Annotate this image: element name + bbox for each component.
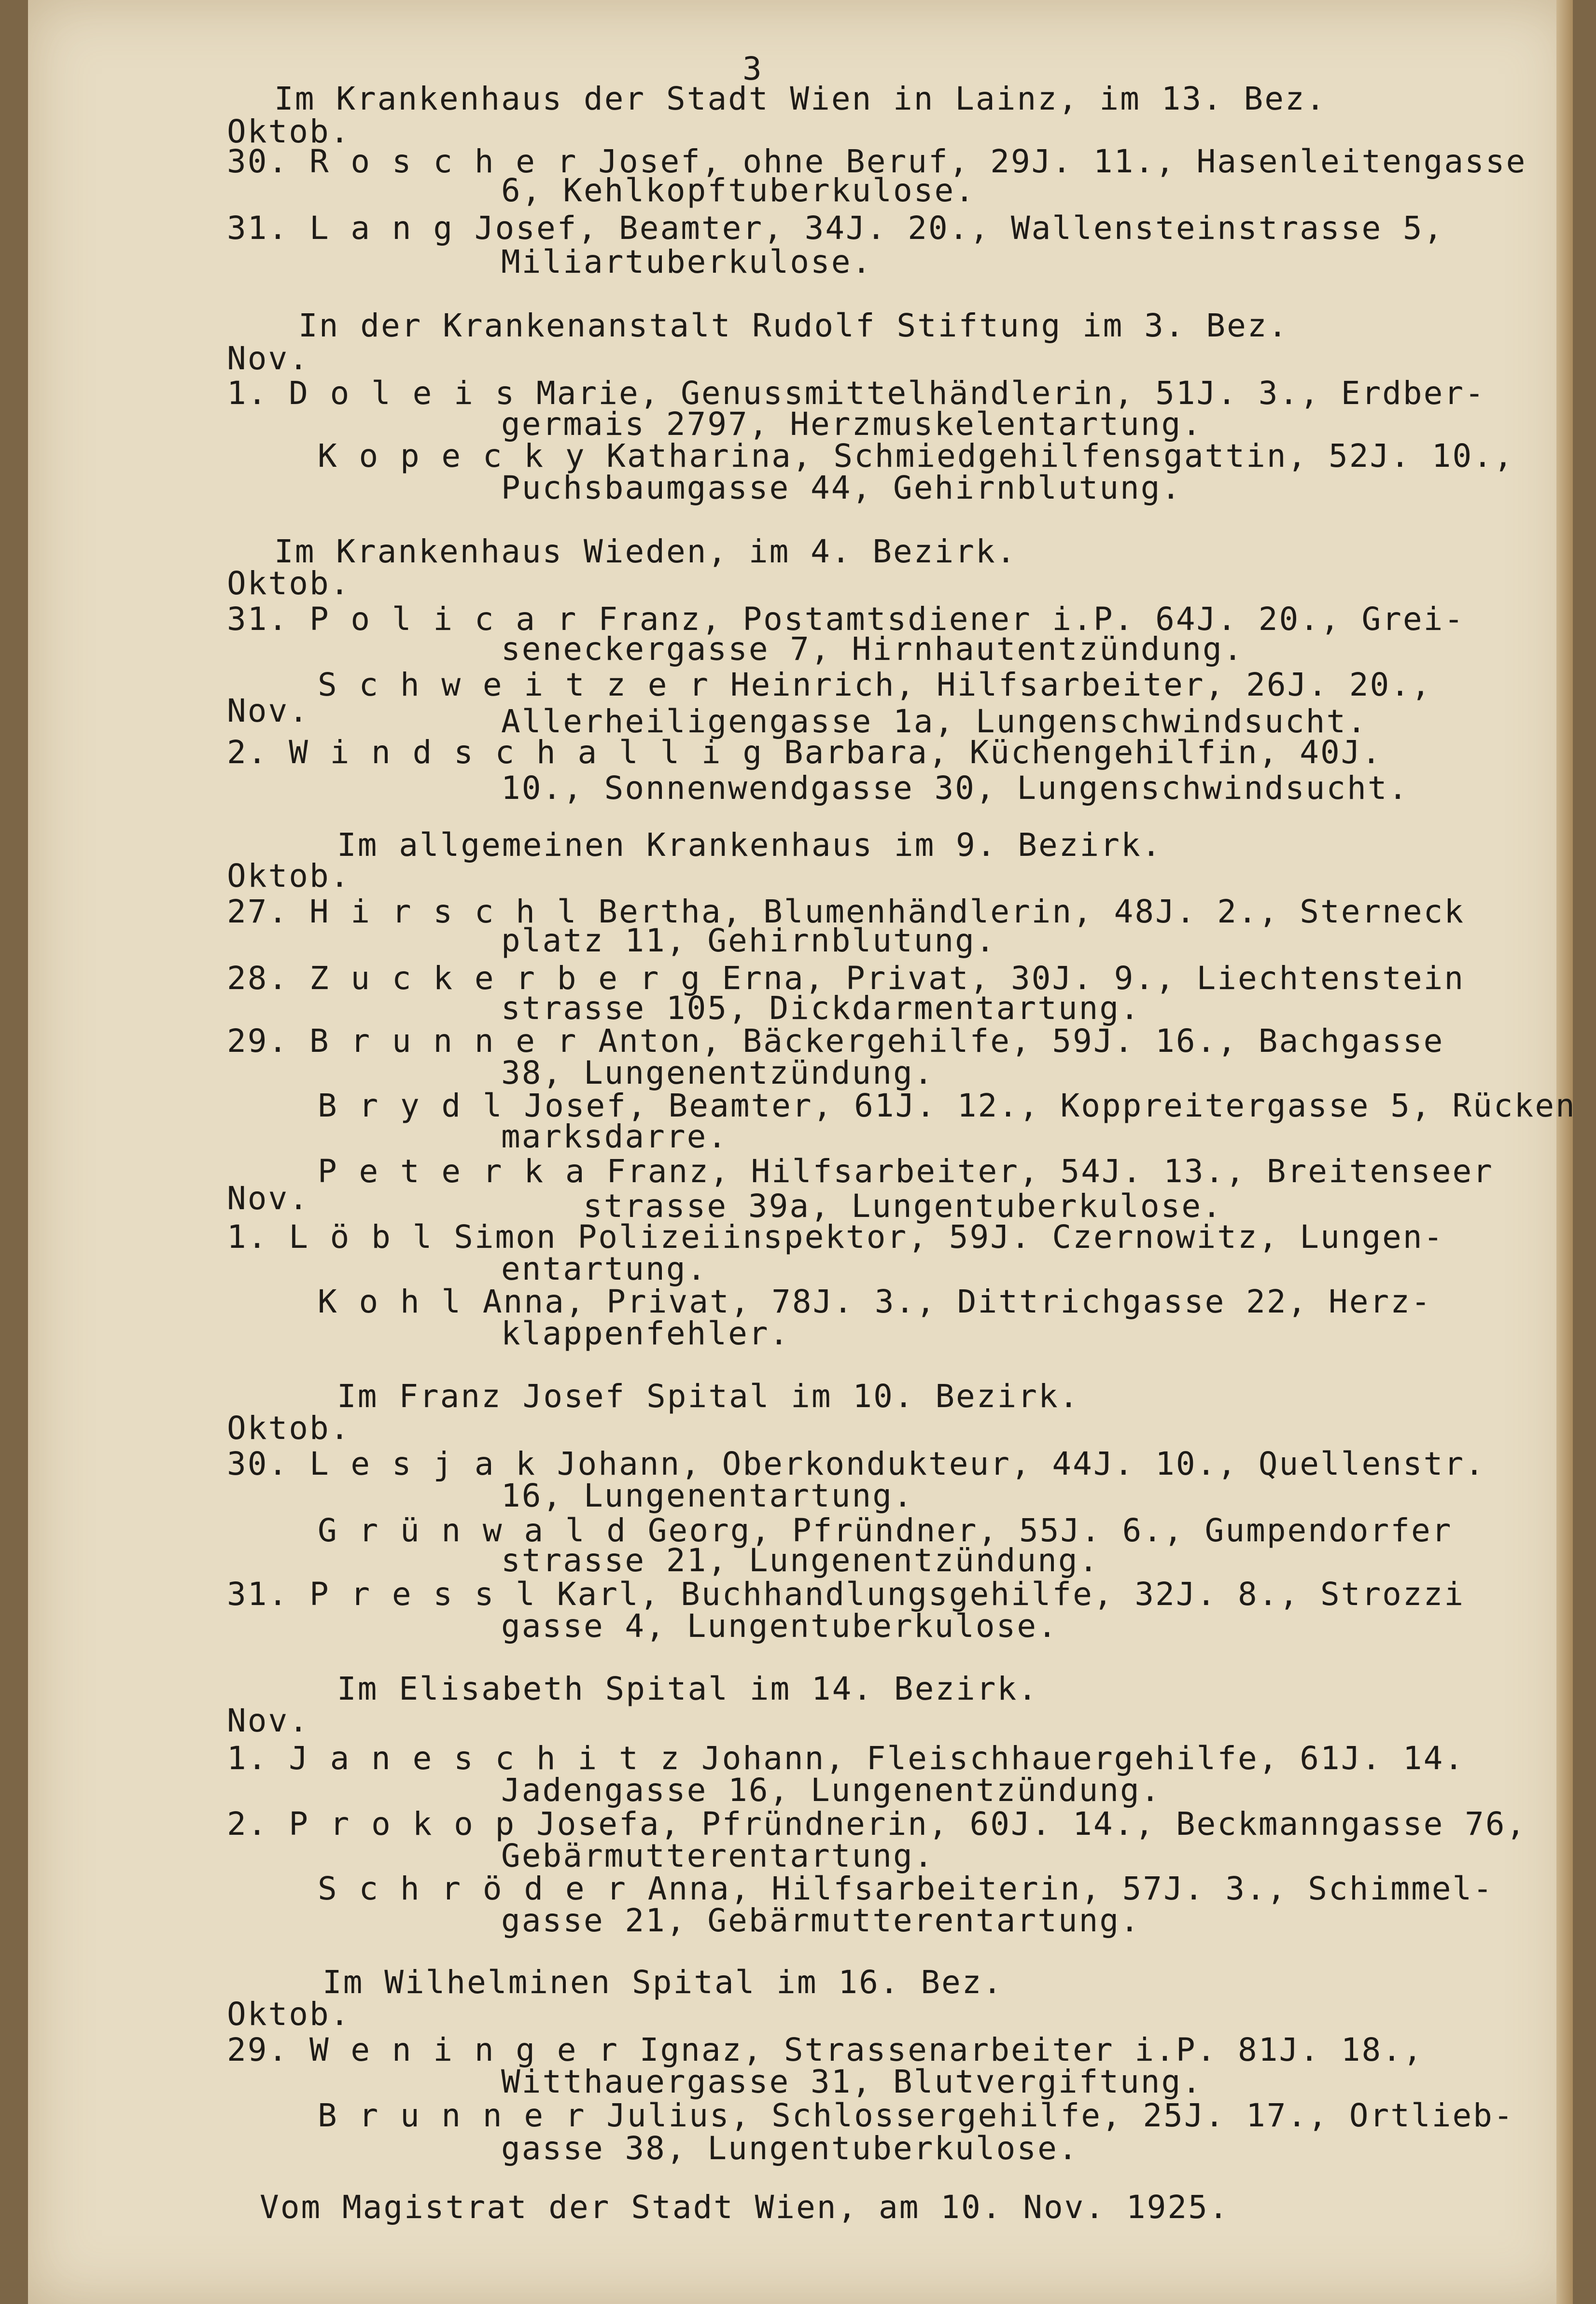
month-label: Oktob. [227,1410,351,1447]
register-line: Witthauergasse 31, Blutvergiftung. [501,2063,1203,2100]
register-line: 31. P r e s s l Karl, Buchhandlungsgehilfe, 32J. 8., Strozzi [227,1576,1465,1613]
register-line: Puchsbaumgasse 44, Gehirnblutung. [501,469,1182,506]
register-line: 31. P o l i c a r Franz, Postamtsdiener i.P. 64J. 20., Grei- [227,600,1465,638]
register-line: germais 2797, Herzmuskelentartung. [501,405,1203,443]
register-line: 1. J a n e s c h i t z Johann, Fleischhauergehilfe, 61J. 14. [227,1740,1465,1777]
register-line: marksdarre. [501,1118,728,1155]
register-line: strasse 39a, Lungentuberkulose. [583,1187,1223,1225]
register-line: 16, Lungenentartung. [501,1477,914,1514]
register-line: gasse 21, Gebärmutterentartung. [501,1902,1141,1939]
register-line: platz 11, Gehirnblutung. [501,922,996,959]
register-line: 28. Z u c k e r b e r g Erna, Privat, 30J. 9., Liechtenstein [227,960,1465,997]
page-number: 3 [742,50,763,87]
register-line: 10., Sonnenwendgasse 30, Lungenschwindsucht. [501,769,1409,807]
register-line: 30. L e s j a k Johann, Oberkondukteur, 44J. 10., Quellenstr. [227,1445,1485,1482]
register-line: gasse 4, Lungentuberkulose. [501,1607,1058,1645]
section-heading: Im allgemeinen Krankenhaus im 9. Bezirk. [337,826,1162,864]
register-line: strasse 105, Dickdarmentartung. [501,990,1141,1027]
register-line: 2. W i n d s c h a l l i g Barbara, Küchengehilfin, 40J. [227,734,1383,771]
section-heading: Im Wilhelminen Spital im 16. Bez. [322,1964,1004,2001]
register-line: 31. L a n g Josef, Beamter, 34J. 20., Wallensteinstrasse 5, [227,209,1444,247]
document-page [28,0,1576,2304]
register-line: K o p e c k y Katharina, Schmiedgehilfensgattin, 52J. 10., [318,437,1514,475]
section-heading: In der Krankenanstalt Rudolf Stiftung im 3. Bez. [298,307,1289,344]
register-line: G r ü n w a l d Georg, Pfründner, 55J. 6., Gumpendorfer [318,1512,1453,1549]
register-line: 30. R o s c h e r Josef, ohne Beruf, 29J. 11., Hasenleitengasse [227,143,1527,180]
register-line: seneckergasse 7, Hirnhautentzündung. [501,630,1244,668]
register-line: klappenfehler. [501,1315,790,1352]
page-fold-shadow [1556,0,1573,2304]
month-label: Oktob. [227,113,351,150]
register-line: S c h r ö d e r Anna, Hilfsarbeiterin, 57J. 3., Schimmel- [318,1870,1494,1907]
signature-line: Vom Magistrat der Stadt Wien, am 10. Nov. 1925. [260,2189,1230,2226]
register-line: 27. H i r s c h l Bertha, Blumenhändlerin, 48J. 2., Sterneck [227,893,1465,930]
month-label: Nov. [227,1180,309,1217]
register-line: 29. W e n i n g e r Ignaz, Strassenarbeiter i.P. 81J. 18., [227,2031,1424,2068]
register-line: gasse 38, Lungentuberkulose. [501,2130,1079,2167]
month-label: Nov. [227,692,309,729]
month-label: Oktob. [227,857,351,894]
register-line: Jadengasse 16, Lungenentzündung. [501,1772,1162,1809]
section-heading: Im Krankenhaus Wieden, im 4. Bezirk. [274,533,1017,570]
register-line: strasse 21, Lungenentzündung. [501,1542,1100,1579]
month-label: Nov. [227,1702,309,1739]
register-line: 1. L ö b l Simon Polizeiinspektor, 59J. Czernowitz, Lungen- [227,1218,1444,1256]
section-heading: Im Franz Josef Spital im 10. Bezirk. [337,1378,1080,1415]
register-line: 1. D o l e i s Marie, Genussmittelhändlerin, 51J. 3., Erdber- [227,375,1485,412]
register-line: S c h w e i t z e r Heinrich, Hilfsarbeiter, 26J. 20., [318,666,1432,703]
section-heading: Im Elisabeth Spital im 14. Bezirk. [337,1670,1039,1707]
month-label: Oktob. [227,565,351,602]
register-line: Gebärmutterentartung. [501,1837,935,1874]
register-line: 6, Kehlkopftuberkulose. [501,172,976,209]
register-line: Miliartuberkulose. [501,243,873,280]
register-line: K o h l Anna, Privat, 78J. 3., Dittrichgasse 22, Herz- [318,1283,1432,1320]
month-label: Oktob. [227,1996,351,2033]
register-line: 38, Lungenentzündung. [501,1054,935,1091]
register-line: P e t e r k a Franz, Hilfsarbeiter, 54J. 13., Breitenseer [318,1153,1494,1190]
register-line: B r u n n e r Julius, Schlossergehilfe, 25J. 17., Ortlieb- [318,2097,1514,2134]
register-line: Allerheiligengasse 1a, Lungenschwindsucht. [501,703,1368,740]
section-heading: Im Krankenhaus der Stadt Wien in Lainz, im 13. Bez. [274,80,1327,117]
month-label: Nov. [227,340,309,377]
register-line: 2. P r o k o p Josefa, Pfründnerin, 60J. 14., Beckmanngasse 76, [227,1805,1527,1843]
register-line: B r y d l Josef, Beamter, 61J. 12., Koppreitergasse 5, Rücken [318,1087,1576,1124]
register-line: 29. B r u n n e r Anton, Bäckergehilfe, 59J. 16., Bachgasse [227,1022,1444,1060]
register-line: entartung. [501,1250,708,1287]
